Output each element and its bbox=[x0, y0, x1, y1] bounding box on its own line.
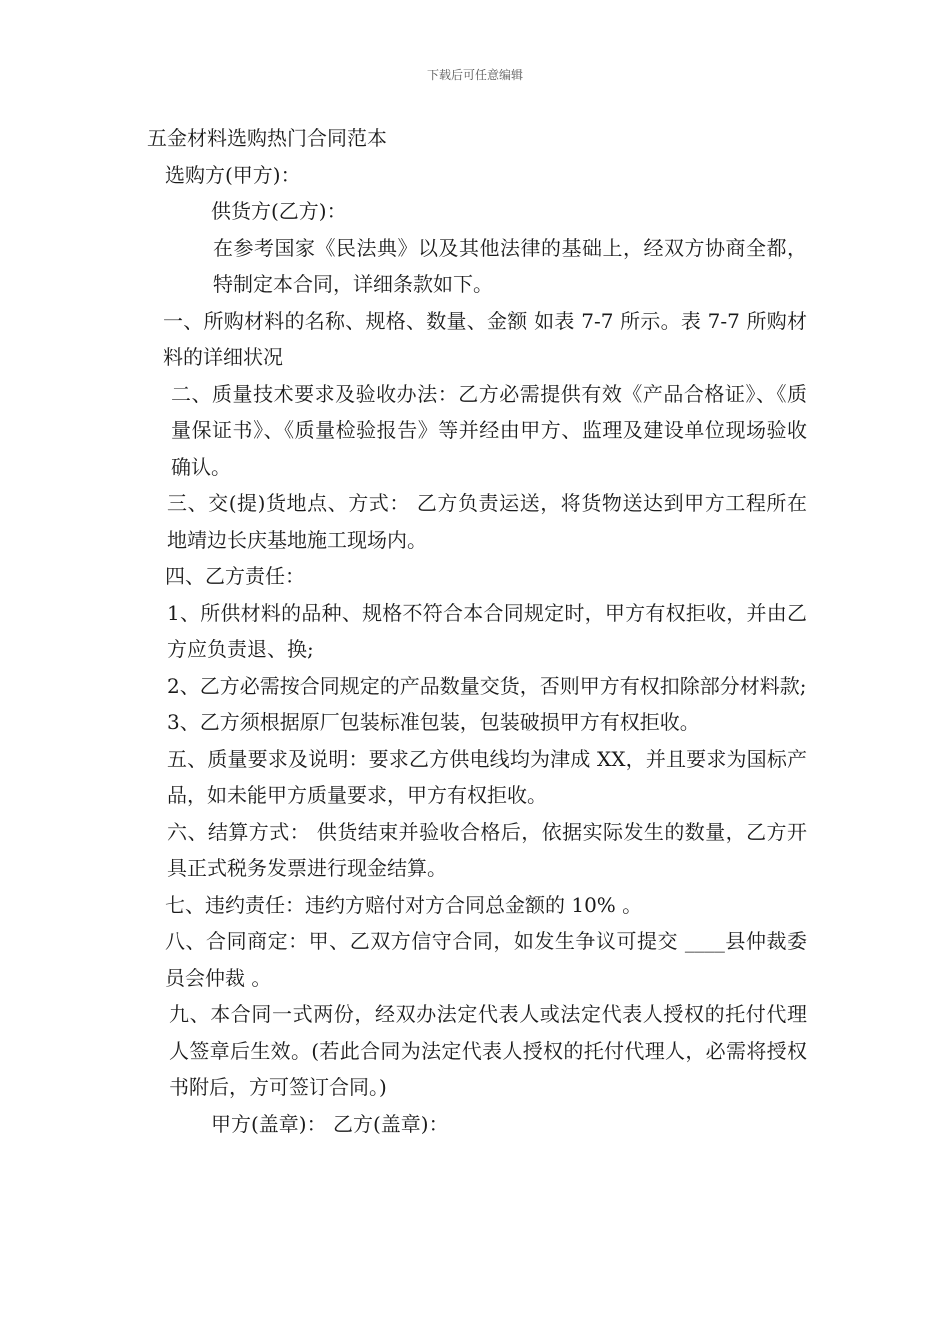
clause-5: 五、质量要求及说明：要求乙方供电线均为津成 XX，并且要求为国标产品，如未能甲方质量要求，甲方有权拒收。 bbox=[167, 746, 807, 807]
clause-4-item-3: 3、乙方须根据原厂包装标准包装，包装破损甲方有权拒收。 bbox=[167, 710, 700, 734]
clause-9: 九、本合同一式两份，经双办法定代表人或法定代表人授权的托付代理人签章后生效。(若此合同为法定代表人授权的托付代理人，必需将授权书附后，方可签订合同。) bbox=[169, 1002, 807, 1099]
clause-4-item-2: 2、乙方必需按合同规定的产品数量交货，否则甲方有权扣除部分材料款; bbox=[167, 673, 807, 698]
page-header-note: 下载后可任意编辑 bbox=[426, 68, 523, 82]
clause-4: 四、乙方责任： bbox=[165, 564, 305, 588]
buyer-line: 选购方(甲方)： bbox=[165, 162, 301, 187]
clause-6: 六、结算方式： 供货结束并验收合格后，依据实际发生的数量，乙方开具正式税务发票进行现金结算。 bbox=[167, 819, 807, 880]
clause-8: 八、合同商定：甲、乙双方信守合同，如发生争议可提交 ____县仲裁委员会仲裁 。 bbox=[165, 929, 807, 990]
clause-1: 一、所购材料的名称、规格、数量、金额 如表 7-7 所示。表 7-7 所购材料的详细状况 bbox=[163, 308, 807, 369]
clause-7: 七、违约责任：违约方赔付对方合同总金额的 10% 。 bbox=[165, 892, 643, 917]
signature-line: 甲方(盖章)： 乙方(盖章)： bbox=[211, 1111, 449, 1136]
document-title: 五金材料选购热门合同范本 bbox=[147, 126, 387, 150]
contract-body bbox=[147, 120, 807, 1142]
clause-2: 二、质量技术要求及验收办法：乙方必需提供有效《产品合格证》、《质量保证书》、《质量检验报告》等并经由甲方、监理及建设单位现场验收确认。 bbox=[171, 381, 807, 479]
clause-3: 三、交(提)货地点、方式： 乙方负责运送，将货物送达到甲方工程所在地靖边长庆基地施工现场内。 bbox=[167, 491, 807, 552]
intro-paragraph: 在参考国家《民法典》以及其他法律的基础上，经双方协商全都，特制定本合同，详细条款如下。 bbox=[213, 235, 807, 296]
clause-4-item-1: 1、所供材料的品种、规格不符合本合同规定时，甲方有权拒收，并由乙方应负责退、换; bbox=[167, 600, 807, 661]
supplier-line: 供货方(乙方)： bbox=[211, 199, 347, 223]
